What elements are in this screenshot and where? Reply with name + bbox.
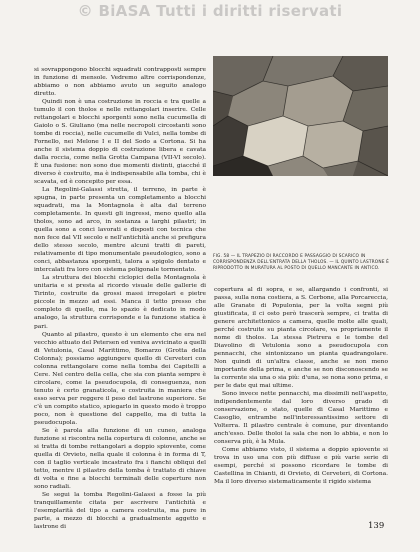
paragraph: Se segui la tomba Regolini-Galassi a fosse la più tranquillamente citata per ascrivere l'antichità e l'esemplarità del tipo a camera costruita, ma pure in parte, a mezzo di blocchi a gradualmente aggetto e lastrone di — [34, 491, 206, 530]
stone-masonry-image — [213, 56, 388, 176]
watermark: © BiASA Tutti i diritti riservati — [77, 2, 343, 20]
paragraph: La Regolini-Galassi stretta, il terreno, in parte è spugna, in parte presenta un completamento a blocchi squadrati, ma la Montagnola è alta dal terreno completamente. In questi gli ingressi, meno quello alla tholos, sono ad arco, in sostanza a larghi pilastri; in quella sono a conci lavorati e disposti con tecnica che non fece dal VII secolo e nell'antichità anche si prefigura dello stesso secolo, mentre alcuni tratti di pareti, relativamente di tipo monumentale pseudologico, sono a conci, abbastanza sporgenti, talora a spigolo dentato e intercalati fra loro con sistema poligonale tormentato. — [34, 187, 206, 274]
paragraph: Sono invece nette pennacchi, ma dissimili nell'aspetto, indipendentemente dal loro diverso grado di conservazione, o stato, quelle di Casal Marittimo e Casoglio, entrambe nell'interessantissimo settore di Volterra. Il pilastro centrale è comune, pur diventando anch'esso. Delle tholoi la sala che non lo abbia, e non lo conserva più, è la Mula. — [214, 391, 388, 446]
paragraph: si sovrappongono blocchi squadrati contrapposti sempre in funzione di mensole. Vedremo altre corrispondenze, abbiamo o non abbiamo avuto un seguito analogo diretto. — [34, 67, 206, 98]
page-number: 139 — [368, 521, 385, 531]
paragraph: La struttura dei blocchi ciclopici della Montagnola è unitaria e si presta al ricordo visuale delle gallerie di Tirinto, costruite da grossi massi irregolari e pietre piccole in mezzo ad essi. Manca il tetto presso che completo di quelle, ma lo spazio è dedicato in modo analogo, la struttura corrisponde e la funzione statica è pari. — [34, 275, 206, 330]
right-text-column — [214, 286, 388, 486]
left-text-column — [34, 66, 206, 531]
figure-caption: FIG. 58 — IL TRAPEZIO DI RACCORDO E PASSAGGIO DI SCARICO IN CORRISPONDENZA DELL'ENTRATA DELLA THOLOS. — IL QUINTO LASTRONE È RIPRODOTTO IN MURATURA AL POSTO DI QUELLO MANCANTE IN ANTICO. — [213, 254, 389, 271]
paragraph: Quindi non è una costruzione in roccia e tra quelle a tumulo il con tholos e nelle rettangolari inserire. Celle rettangolari e blocchi sporgenti sono nella cucumella di Gaiolo o S. Giuliano (ma nelle necropoli circostanti sono tombe di roccia), nelle cucumelle di Vulci, nella tombe di Fornello, nei Melone I e II del Sodo a Cortona. Si ha anche il sistema doppio di costruzione libera e cavata dalla roccia, come nella Grotta Campana (VII-VI secolo). È una fusione: non sono due momenti distinti, giacché il diverso è costruito, ma è indispensabile alla tomba, chi è scavata, ed è concepito per essa. — [34, 99, 206, 186]
paragraph: copertura al di sopra, e se, allargando i confronti, si passa, sulla nona costiera, a S. Cerbone, alla Porcareccia, alle Granate di Populonia, per la volta segni più giustificata, il ci osto però trascerà sempre, ci tratta di genere architettonico a camera, quelle molte alle quali, perché costruite su pianta circolare, va propriamente il nome di tholos. La stessa Pietrera e le tombe del Diavolino di Vetulonia sono a pseudocupola con pennacchi, che sintonizzano un pianta quadrangolare. Non quindi di un'altra classe, anche se non meno importante della prima, e anche se non disconoscendo se la corrente sia una o sia più: d'una, se nona sono prima, e per le date qui mai ultime. — [214, 287, 388, 390]
paragraph: Se è parola alla funzione di un cuneo, analoga funzione si riscontra nella copertura di colonne, anche se si tratta di tombe rettangolari a doppio spiovente, come quella di Orvieto, nella quale il colonna è in forma di T, con il taglio verticale incastrato fra i fianchi obliqui del tetto, mentre il pilastro della tomba è trattato di chiave di volta e fine a blocchi terminali delle coperture non sono radiali. — [34, 427, 206, 490]
paragraph: Come abbiamo visto, il sistema a doppio spiovente si trova in uso una con più diffuse e più varie serie di esempi, perché si possono ricordare le tombe di Castellina in Chianti, di Orvieto, di Cerveteri, di Cortona. Ma il loro diverso sistematicamente il rigido sistema — [214, 447, 388, 486]
paragraph: Quanto al pilastro, questo è un elemento che era nel vecchio attuato del Petersen ed veniva avvicinato a quelli di Vetulonia, Casal Marittimo, Bomarzo (Grotta della Colonna); possiamo aggiungere quello di Cerveteri con colonna rettangolare come nella tomba dei Capitelli a Cere. Nel centro della cella, che sia con pianta sempre è circolare, come la pseudocupola, di conseguenza, non tenuto è certo granaticola, e costruita in maniera che esso serva per reggere il peso del lastrone superiore. Se c'è un compito statico, spiegarlo in questo modo è troppo poco, non è questione del cappello, ma di tutta la pseudocupola. — [34, 331, 206, 426]
figure-photo — [213, 56, 388, 176]
